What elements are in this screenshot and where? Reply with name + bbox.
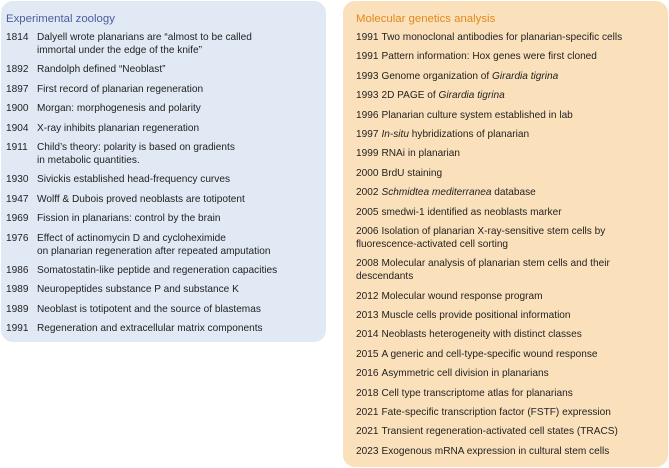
entry-year: 2006 (356, 225, 379, 237)
entry-year: 2008 (356, 258, 379, 270)
entry-year: 2005 (356, 206, 379, 218)
timeline-entry (356, 70, 668, 83)
timeline-entry (6, 83, 326, 96)
entry-text: Neoblasts heterogeneity with distinct classes (381, 329, 582, 341)
entry-year: 1999 (356, 148, 379, 160)
timeline-entry (6, 212, 326, 225)
entry-year: 1900 (6, 103, 29, 115)
entry-year: 2012 (356, 290, 379, 302)
entry-text: Transient regeneration-activated cell states (TRACS) (381, 426, 618, 438)
entry-text: First record of planarian regeneration (37, 83, 204, 95)
entry-text: Sivickis established head-frequency curves (37, 174, 230, 186)
entry-text: X-ray inhibits planarian regeneration (37, 122, 200, 134)
entry-text: Child’s theory: polarity is based on gradients (37, 141, 235, 153)
entry-text: Muscle cells provide positional information (381, 310, 571, 322)
entry-year: 1991 (6, 323, 29, 335)
timeline-entry (6, 122, 326, 135)
entry-text: smedwi-1 identified as neoblasts marker (381, 206, 562, 218)
entry-year: 1989 (6, 303, 29, 315)
timeline-entry (6, 31, 326, 57)
entry-year: 2000 (356, 167, 379, 179)
timeline-entry (356, 206, 668, 219)
timeline-entry (356, 128, 668, 141)
entry-year: 1991 (356, 51, 379, 63)
timeline-entry (6, 193, 326, 206)
entry-text: Cell type transcriptome atlas for planarians (381, 387, 573, 399)
entry-year: 1989 (6, 284, 29, 296)
timeline-entry (356, 225, 668, 251)
entry-text-continued: immortal under the edge of the knife” (37, 45, 202, 56)
timeline-entry (6, 232, 326, 258)
entry-year: 1986 (6, 264, 29, 276)
entry-year: 2021 (356, 426, 379, 438)
entry-text: Fate-specific transcription factor (FSTF) expression (381, 407, 611, 419)
timeline-entry (6, 102, 326, 115)
entry-species-name: Schmidtea mediterranea (381, 187, 492, 199)
entry-italic-term: In-situ (381, 128, 409, 140)
entry-text: RNAi in planarian (381, 148, 461, 160)
entry-text: Asymmetric cell division in planarians (381, 368, 549, 380)
timeline-entry (356, 309, 668, 322)
entry-year: 2018 (356, 387, 379, 399)
timeline-entry (6, 322, 326, 335)
entry-year: 1947 (6, 193, 29, 205)
experimental-zoology-title: Experimental zoology (6, 13, 115, 25)
timeline-entry (6, 141, 326, 167)
timeline-entry (356, 387, 668, 400)
timeline-entry (356, 147, 668, 160)
entry-text: Randolph defined “Neoblast” (37, 64, 166, 76)
entry-text: Exogenous mRNA expression in cultural stem cells (381, 445, 610, 457)
entry-text-continued: in metabolic quantities. (37, 154, 140, 166)
entry-year: 1904 (6, 122, 29, 134)
timeline-entry (356, 406, 668, 419)
entry-year: 1997 (356, 128, 379, 140)
timeline-entry (6, 63, 326, 76)
entry-text: Planarian culture system established in lab (381, 109, 573, 121)
entry-year: 2021 (356, 407, 379, 419)
entry-year: 1911 (6, 141, 28, 153)
entry-text: Two monoclonal antibodies for planarian-specific cells (381, 32, 623, 43)
entry-year: 1993 (356, 70, 379, 82)
entry-year: 2013 (356, 310, 379, 322)
entry-text: Morgan: morphogenesis and polarity (37, 103, 201, 115)
entry-year: 1897 (6, 83, 29, 95)
entry-year: 2015 (356, 348, 379, 360)
entry-species-name: Girardia tigrina (492, 70, 559, 82)
timeline-entry (356, 31, 668, 44)
entry-text: Isolation of planarian X-ray-sensitive stem cells by fluorescence-activated cell sorting (356, 225, 606, 250)
entry-text: Regeneration and extracellular matrix components (37, 323, 263, 335)
molecular-genetics-panel (343, 1, 668, 467)
timeline-entry (356, 167, 668, 180)
entry-year: 2023 (356, 445, 379, 457)
timeline-entry (6, 283, 326, 296)
timeline-entry (356, 328, 668, 341)
entry-text: Neoblast is totipotent and the source of blastemas (37, 303, 261, 315)
entry-text: Somatostatin-like peptide and regeneration capacities (37, 264, 278, 276)
entry-year: 1996 (356, 109, 379, 121)
entry-text: A generic and cell-type-specific wound response (381, 348, 598, 360)
timeline-entry (6, 303, 326, 316)
molecular-genetics-title: Molecular genetics analysis (356, 13, 496, 25)
timeline-entry (356, 50, 668, 63)
entry-text: BrdU staining (381, 167, 443, 179)
entry-text: Wolff & Dubois proved neoblasts are totipotent (37, 193, 245, 205)
timeline-entry (356, 109, 668, 122)
entry-year: 1930 (6, 174, 29, 186)
timeline-entry (356, 257, 668, 283)
timeline-entry (356, 290, 668, 303)
timeline-entry (356, 89, 668, 102)
entry-text: Dalyell wrote planarians are “almost to be called (37, 32, 252, 43)
entry-text: Effect of actinomycin D and cycloheximide (37, 232, 226, 244)
timeline-entry (6, 264, 326, 277)
entry-text: Neuropeptides substance P and substance K (37, 284, 239, 296)
entry-text: hybridizations of planarian (411, 128, 530, 140)
entry-year: 1969 (6, 213, 29, 225)
entry-year: 1814 (6, 32, 29, 43)
entry-year: 1892 (6, 64, 29, 76)
timeline-entry (356, 445, 668, 458)
entry-text: Pattern information: Hox genes were first cloned (381, 51, 597, 63)
entry-text-continued: on planarian regeneration after repeated amputation (37, 245, 271, 257)
timeline-entry (6, 173, 326, 186)
entry-text: Molecular wound response program (381, 290, 543, 302)
timeline-entry (356, 367, 668, 380)
entry-species-name: Girardia tigrina (438, 90, 505, 102)
entry-year: 2014 (356, 329, 379, 341)
entry-text: database (494, 187, 536, 199)
entry-text: Genome organization of (381, 70, 490, 82)
entry-year: 1976 (6, 232, 29, 244)
timeline-entry (356, 348, 668, 361)
experimental-zoology-panel (1, 1, 326, 342)
entry-year: 2002 (356, 187, 379, 199)
timeline-entry (356, 425, 668, 438)
entry-year: 2016 (356, 368, 379, 380)
entry-text: Molecular analysis of planarian stem cells and their descendants (356, 258, 610, 283)
timeline-entry (356, 186, 668, 199)
entry-text: 2D PAGE of (381, 90, 436, 102)
entry-year: 1991 (356, 32, 379, 43)
entry-year: 1993 (356, 90, 379, 102)
entry-text: Fission in planarians: control by the brain (37, 213, 221, 225)
